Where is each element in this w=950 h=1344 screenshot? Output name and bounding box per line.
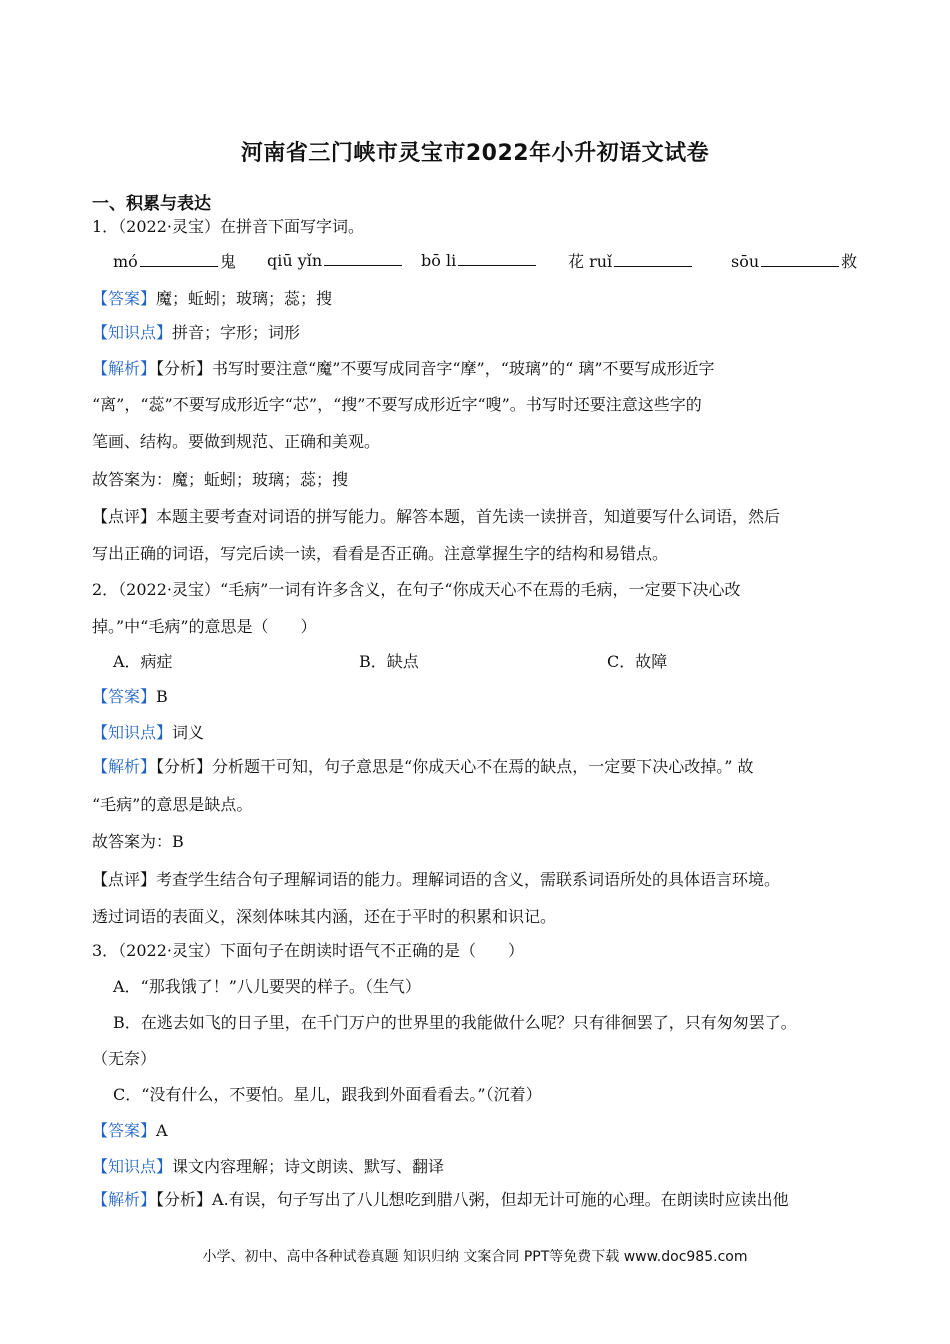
q3-stem: 3．（2022·灵宝）下面句子在朗读时语气不正确的是（ ） <box>92 941 524 960</box>
analysis-tag: 【解析】 <box>92 1190 157 1209</box>
pinyin-item <box>113 249 236 272</box>
q2-analysis-line <box>92 754 753 777</box>
knowledge-tag: 【知识点】 <box>92 323 173 342</box>
answer-blank[interactable] <box>614 250 692 267</box>
answer-tag: 【答案】 <box>92 289 157 308</box>
answer-tag: 【答案】 <box>92 1121 157 1140</box>
q1-answer <box>92 286 332 309</box>
page-title: 河南省三门峡市灵宝市2022年小升初语文试卷 <box>240 141 710 166</box>
knowledge-text: 词义 <box>172 723 205 742</box>
analysis-text: 【分析】书写时要注意“魔”不要写成同音字“摩”，“玻璃”的“ 璃”不要写成形近字 <box>156 359 715 378</box>
knowledge-tag: 【知识点】 <box>92 1157 173 1176</box>
q2-analysis-line: “毛病”的意思是缺点。 <box>92 795 253 814</box>
analysis-tag: 【解析】 <box>92 359 157 378</box>
answer-text: 魔；蚯蚓；玻璃；蕊；搜 <box>156 289 333 308</box>
q3-option-c: C．“没有什么，不要怕。星儿，跟我到外面看看去。”（沉着） <box>113 1085 542 1104</box>
q2-knowledge <box>92 720 204 743</box>
analysis-text: 【分析】A.有误，句子写出了八儿想吃到腊八粥，但却无计可施的心理。在朗读时应读出他 <box>156 1190 789 1209</box>
q2-stem: 掉。”中“毛病”的意思是（ ） <box>92 617 317 636</box>
q1-knowledge <box>92 320 300 343</box>
pinyin-item <box>568 249 694 272</box>
q3-analysis-line <box>92 1187 789 1210</box>
analysis-text: 【分析】分析题干可知，句子意思是“你成天心不在焉的缺点，一定要下决心改掉。” 故 <box>156 757 754 776</box>
knowledge-text: 拼音；字形；词形 <box>172 323 301 342</box>
pinyin-text: bō li <box>421 251 457 270</box>
analysis-tag: 【解析】 <box>92 757 157 776</box>
q2-stem: 2．（2022·灵宝）“毛病”一词有许多含义，在句子“你成天心不在焉的毛病，一定要下决心改 <box>92 580 741 599</box>
section-heading: 一、积累与表达 <box>92 194 211 214</box>
answer-blank[interactable] <box>324 249 402 266</box>
pinyin-item <box>731 249 857 272</box>
q1-analysis-line <box>92 356 715 379</box>
q2-comment-line: 透过词语的表面义，深刻体味其内涵，还在于平时的积累和识记。 <box>92 907 557 926</box>
q2-final-answer: 故答案为：B <box>92 832 184 851</box>
answer-blank[interactable] <box>458 249 536 266</box>
page-footer: 小学、初中、高中各种试卷真题 知识归纳 文案合同 PPT等免费下载 www.doc985.com <box>202 1249 748 1265</box>
q1-comment-line: 写出正确的词语，写完后读一读，看看是否正确。注意掌握生字的结构和易错点。 <box>92 544 669 563</box>
pinyin-text: mó <box>113 252 138 271</box>
answer-tag: 【答案】 <box>92 687 157 706</box>
q2-option-c: C．故障 <box>607 652 668 671</box>
pinyin-suffix: 鬼 <box>219 252 236 271</box>
q2-answer <box>92 684 168 707</box>
q3-option-a: A．“那我饿了！”八儿要哭的样子。（生气） <box>113 977 421 996</box>
pinyin-item <box>267 249 404 270</box>
q1-analysis-line: “离”，“蕊”不要写成形近字“芯”，“搜”不要写成形近字“嗖”。书写时还要注意这些字的 <box>92 395 702 414</box>
q2-option-a: A．病症 <box>113 652 173 671</box>
knowledge-tag: 【知识点】 <box>92 723 173 742</box>
pinyin-suffix: 救 <box>841 252 858 271</box>
q1-pinyin-row <box>113 249 858 273</box>
q1-analysis-line: 笔画、结构。要做到规范、正确和美观。 <box>92 432 381 451</box>
q1-final-answer: 故答案为：魔；蚯蚓；玻璃；蕊；搜 <box>92 470 349 489</box>
answer-text: B <box>156 687 168 706</box>
q2-option-b: B．缺点 <box>359 652 419 671</box>
pinyin-text: 花 ruǐ <box>568 252 613 271</box>
q1-comment-line: 【点评】本题主要考查对词语的拼写能力。解答本题，首先读一读拼音，知道要写什么词语，然后 <box>92 507 781 526</box>
q3-knowledge <box>92 1154 444 1177</box>
knowledge-text: 课文内容理解；诗文朗读、默写、翻译 <box>172 1157 445 1176</box>
pinyin-text: qiū yǐn <box>267 251 323 270</box>
q3-option-b-note: （无奈） <box>92 1049 157 1068</box>
q2-comment-line: 【点评】考查学生结合句子理解词语的能力。理解词语的含义，需联系词语所处的具体语言环境。 <box>92 870 781 889</box>
pinyin-text: sōu <box>731 252 760 271</box>
q1-stem: 1．（2022·灵宝）在拼音下面写字词。 <box>92 217 364 236</box>
answer-blank[interactable] <box>140 250 218 267</box>
q3-option-b: B．在逃去如飞的日子里，在千门万户的世界里的我能做什么呢？只有徘徊罢了，只有匆匆罢了。 <box>113 1013 797 1032</box>
answer-blank[interactable] <box>761 250 839 267</box>
pinyin-item <box>421 249 538 270</box>
answer-text: A <box>156 1121 168 1140</box>
q3-answer <box>92 1118 168 1141</box>
